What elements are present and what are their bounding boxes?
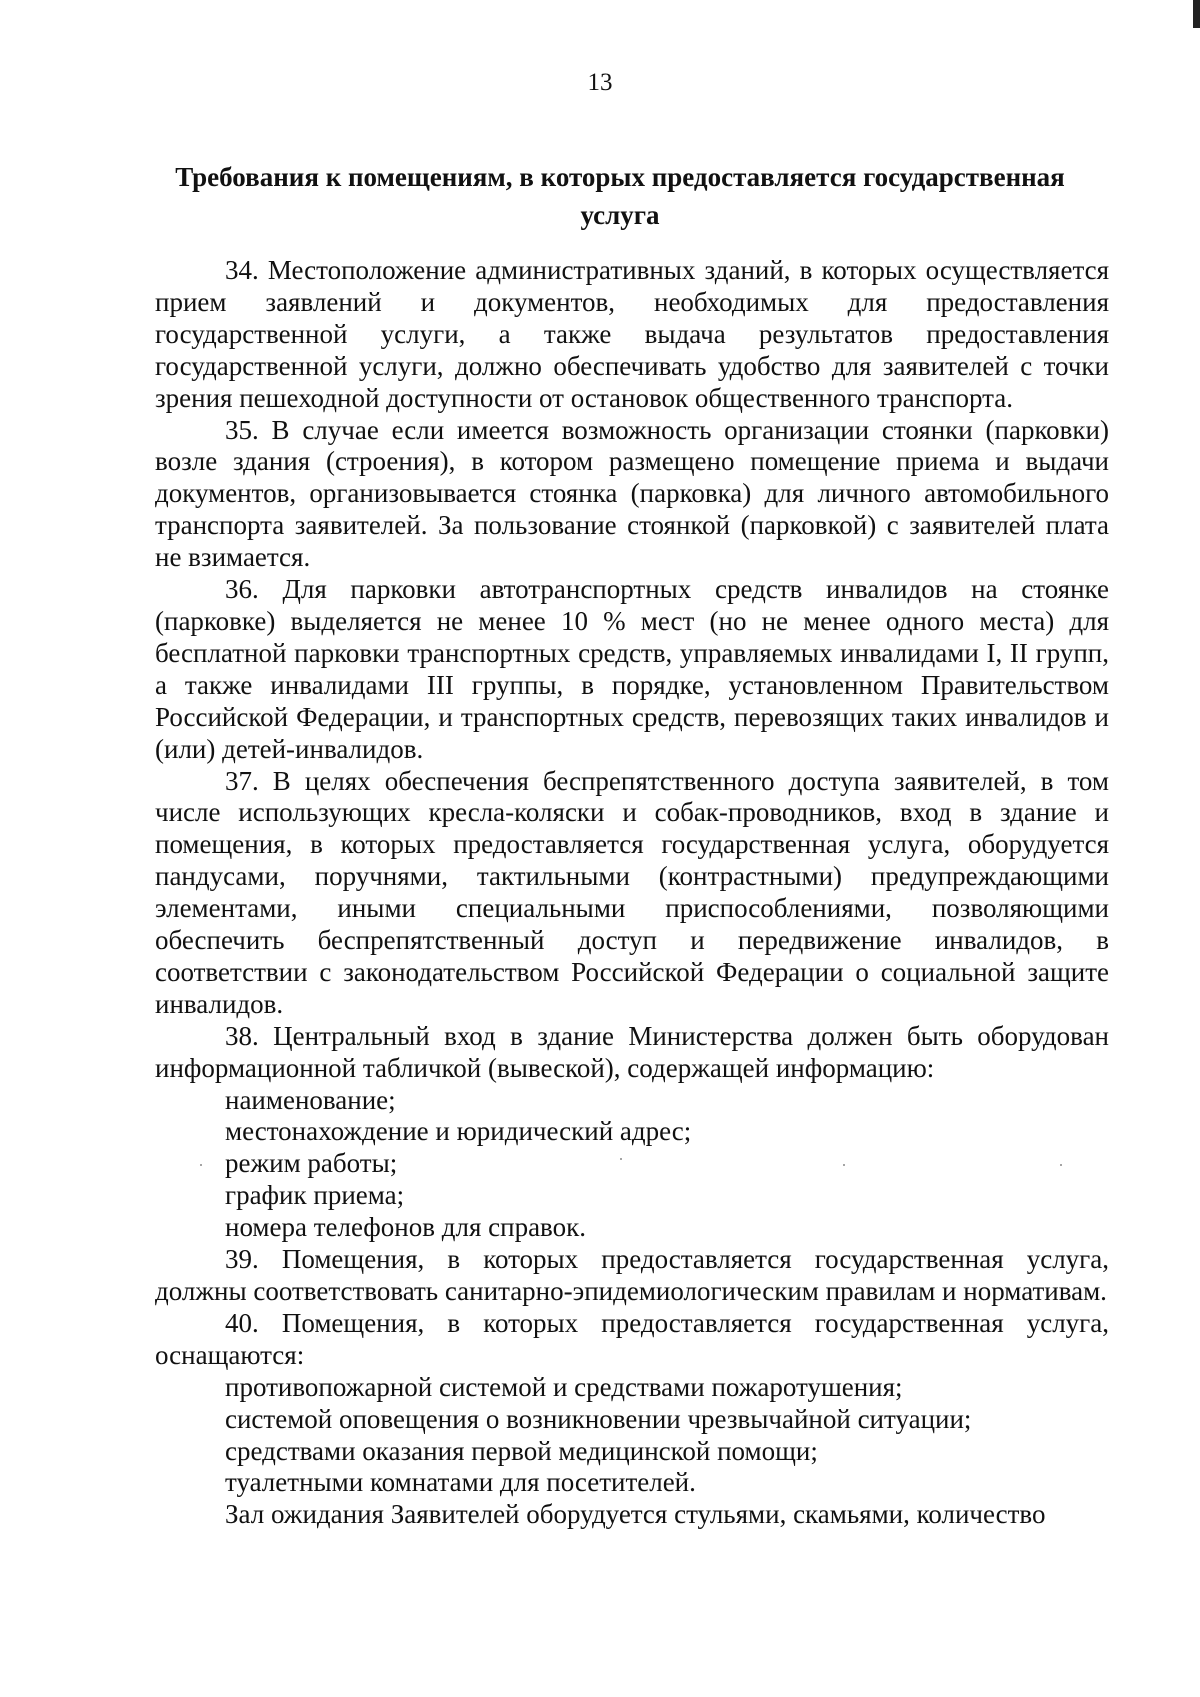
paragraph-35: 35. В случае если имеется возможность организации стоянки (парковки) возле здания (строения), в котором размещено помещение приема и выдачи документов, организовывается стоянка (парковка) для личного автомобильного транспорта заявителей. За пользование стоянкой (парковкой) с заявителей плата не взимается. (155, 414, 1109, 573)
list-item: системой оповещения о возникновении чрезвычайной ситуации; (225, 1403, 972, 1434)
list-item: номера телефонов для справок. (225, 1212, 586, 1243)
list-item: туалетными комнатами для посетителей. (225, 1467, 696, 1498)
scan-speck (1060, 1164, 1062, 1166)
document-body (155, 255, 1109, 1531)
scan-speck (620, 1158, 622, 1160)
paragraph-waiting-room: Зал ожидания Заявителей оборудуется стульями, скамьями, количество (225, 1499, 1046, 1530)
paragraph-39: 39. Помещения, в которых предоставляется государственная услуга, должны соответствовать санитарно-эпидемиологическим правилам и нормативам. (155, 1244, 1109, 1306)
list-item: местонахождение и юридический адрес; (225, 1116, 692, 1147)
list-item: график приема; (225, 1180, 405, 1211)
section-heading-line-2: услуга (580, 200, 660, 230)
list-item: режим работы; (225, 1148, 398, 1179)
page-number: 13 (587, 69, 613, 96)
paragraph-37: 37. В целях обеспечения беспрепятственного доступа заявителей, в том числе использующих кресла-коляски и собак-проводников, вход в здание и помещения, в которых предоставляется государственная услуга, оборудуется пандусами, поручнями, тактильными (контрастными) предупреждающими элементами, иными специальными приспособлениями, позволяющими обеспечить беспрепятственный доступ и передвижение инвалидов, в соответствии с законодательством Российской Федерации о социальной защите инвалидов. (155, 765, 1109, 1019)
list-item: средствами оказания первой медицинской помощи; (225, 1435, 818, 1466)
list-item: противопожарной системой и средствами пожаротушения; (225, 1371, 903, 1402)
section-heading-line-1: Требования к помещениям, в которых предоставляется государственная (175, 162, 1065, 192)
section-heading (120, 158, 1120, 234)
paragraph-40: 40. Помещения, в которых предоставляется государственная услуга, оснащаются: (155, 1307, 1109, 1370)
list-item: наименование; (225, 1084, 396, 1115)
scan-speck (200, 1164, 202, 1166)
paragraph-38: 38. Центральный вход в здание Министерства должен быть оборудован информационной табличкой (вывеской), содержащей информацию: (155, 1020, 1109, 1083)
paragraph-36: 36. Для парковки автотранспортных средств инвалидов на стоянке (парковке) выделяется не менее 10 % мест (но не менее одного места) для бесплатной парковки транспортных средств, управляемых инвалидами I, II групп, а также инвалидами III группы, в порядке, установленном Правительством Российской Федерации, и транспортных средств, перевозящих таких инвалидов и (или) детей-инвалидов. (155, 574, 1109, 764)
scan-speck (843, 1164, 845, 1166)
paragraph-34: 34. Местоположение административных зданий, в которых осуществляется прием заявлений и документов, необходимых для предоставления государственной услуги, а также выдача результатов предоставления государственной услуги, должно обеспечивать удобство для заявителей с точки зрения пешеходной доступности от остановок общественного транспорта. (155, 255, 1109, 413)
scan-edge-mark (1193, 0, 1200, 28)
